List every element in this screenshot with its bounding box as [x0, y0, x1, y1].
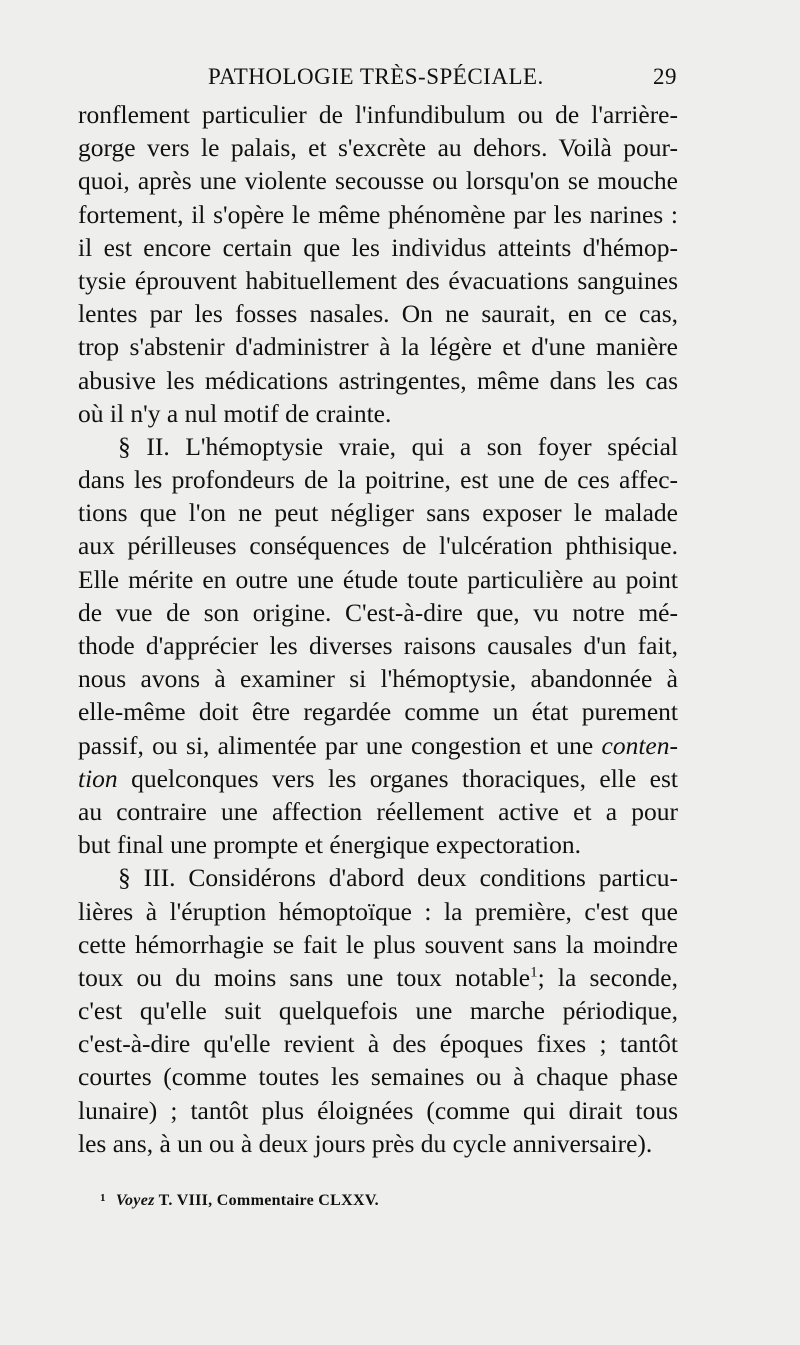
text-segment: quelconques vers les organes thoraciques, elle est — [131, 763, 678, 793]
paragraph — [78, 98, 678, 430]
text-segment: toux ou du moins sans une toux notable — [78, 962, 531, 992]
text-line: au contraire une affection réellement active et a pour — [78, 796, 678, 826]
text-line: thode d'apprécier les diverses raisons causales d'un fait, — [78, 631, 678, 660]
text-segment: ; la seconde, — [537, 962, 678, 992]
text-line-mixed — [78, 729, 678, 762]
page-body — [78, 98, 678, 1160]
text-line: courtes (comme toutes les semaines ou à chaque phase — [78, 1062, 678, 1092]
footnote-reference[interactable]: 1 — [530, 964, 538, 981]
text-line: trop s'abstenir d'administrer à la légère et d'une manière — [78, 332, 678, 362]
text-line: il est encore certain que les individus atteints d'hémop- — [78, 232, 678, 262]
text-line: où il n'y a nul motif de crainte. — [78, 398, 392, 428]
text-line: nous avons à examiner si l'hémoptysie, abandonnée à — [78, 664, 678, 694]
text-line: aux périlleuses conséquences de l'ulcération phthisique. — [78, 531, 678, 561]
text-line: lunaire) ; tantôt plus éloignées (comme qui dirait tous — [78, 1095, 678, 1125]
text-line: quoi, après une violente secousse ou lorsqu'on se mouche — [78, 166, 678, 196]
italic-word: tion — [78, 763, 118, 793]
text-line: cette hémorrhagie se fait le plus souvent sans la moindre — [78, 929, 678, 959]
running-title: PATHOLOGIE TRÈS-SPÉCIALE. — [208, 64, 544, 89]
text-line: § III. Considérons d'abord deux conditions particu- — [118, 863, 678, 893]
paragraph — [78, 430, 678, 861]
footnote — [100, 1192, 379, 1210]
text-line-mixed — [78, 961, 678, 994]
page-number: 29 — [653, 64, 677, 89]
text-line: de vue de son origine. C'est-à-dire que, vu notre mé- — [78, 597, 678, 627]
text-line: gorge vers le palais, et s'excrète au dehors. Voilà pour- — [78, 133, 678, 163]
text-line: ronflement particulier de l'infundibulum ou de l'arrière- — [78, 100, 678, 129]
text-line: les ans, à un ou à deux jours près du cycle anniversaire). — [78, 1128, 653, 1158]
text-line: abusive les médications astringentes, même dans les cas — [78, 365, 678, 395]
text-line-mixed — [78, 762, 678, 795]
italic-word: conten- — [601, 730, 678, 760]
text-line: Elle mérite en outre une étude toute particulière au point — [78, 564, 678, 594]
text-line: tions que l'on ne peut négliger sans exposer le malade — [78, 498, 678, 528]
text-line: c'est-à-dire qu'elle revient à des époques fixes ; tantôt — [78, 1029, 678, 1059]
text-line: § II. L'hémoptysie vraie, qui a son foyer spécial — [118, 431, 678, 461]
text-line: lentes par les fosses nasales. On ne saurait, en ce cas, — [78, 299, 678, 329]
text-line: tysie éprouvent habituellement des évacuations sanguines — [78, 265, 678, 295]
text-line: elle-même doit être regardée comme un état purement — [78, 697, 678, 727]
text-line: lières à l'éruption hémoptoïque : la première, c'est que — [78, 896, 678, 926]
footnote-italic: Voyez — [115, 1192, 155, 1209]
text-line: dans les profondeurs de la poitrine, est une de ces affec- — [78, 465, 678, 495]
paragraph — [78, 861, 678, 1160]
page-header — [80, 58, 680, 92]
footnote-mark: 1 — [100, 1192, 106, 1204]
text-line: c'est qu'elle suit quelquefois une marche périodique, — [78, 996, 678, 1026]
text-line: fortement, il s'opère le même phénomène par les narines : — [78, 199, 678, 229]
text-line: but final une prompte et énergique expectoration. — [78, 830, 581, 860]
footnote-text: T. VIII, Commentaire CLXXV. — [154, 1192, 379, 1209]
text-segment: passif, ou si, alimentée par une congestion et une — [78, 730, 594, 760]
